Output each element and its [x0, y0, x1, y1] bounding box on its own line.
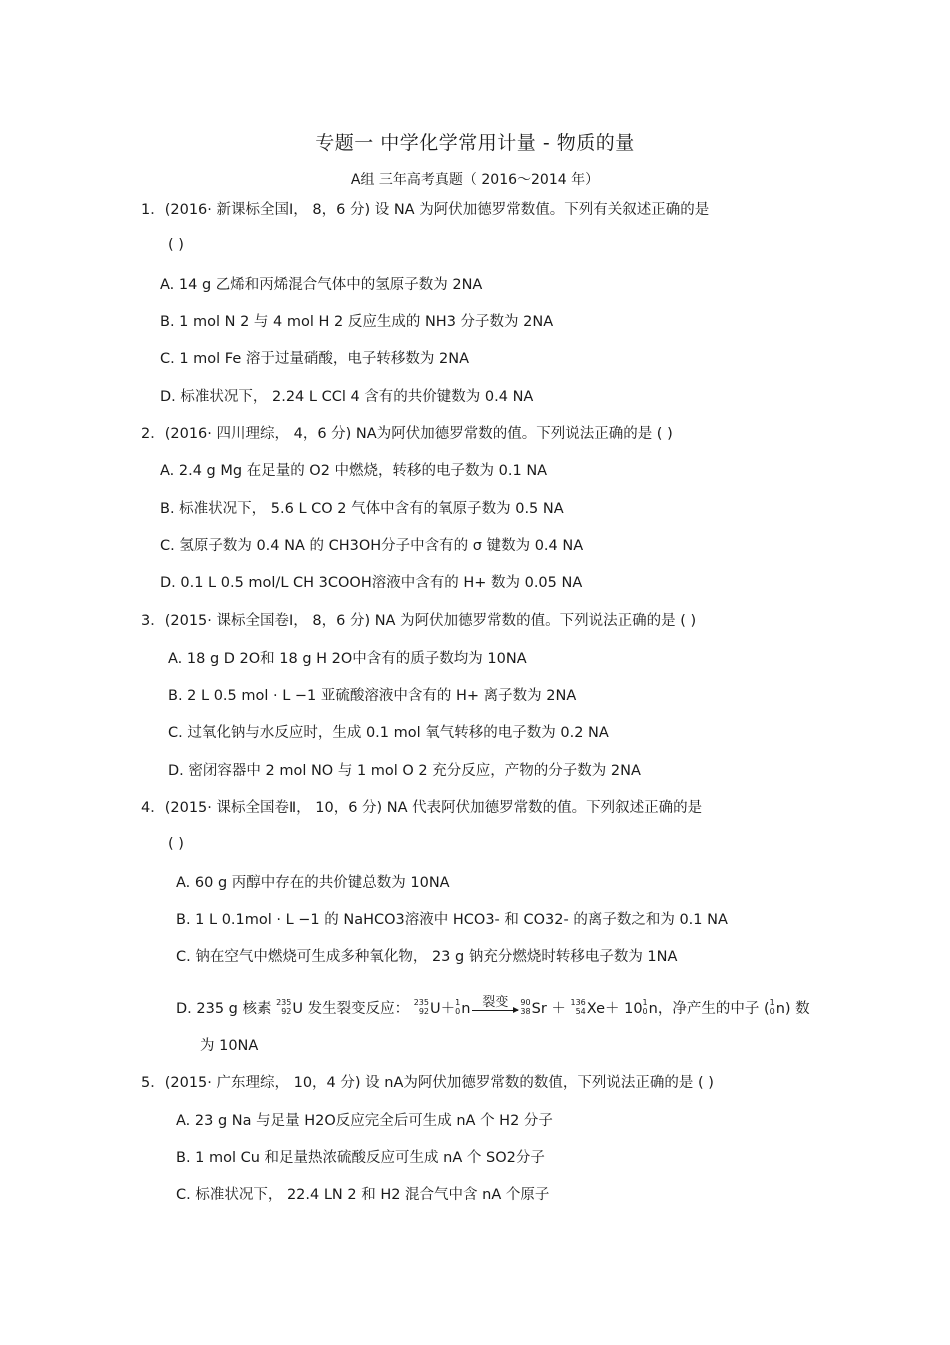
question-1-option-d: D. 标准状况下， 2.24 L CCl 4 含有的共价键数为 0.4 NA — [160, 389, 534, 405]
question-5-stem: 5．(2015· 广东理综， 10，4 分) 设 nA为阿伏加德罗常数的数值，下列说法正确的是 ( ) — [141, 1075, 714, 1091]
question-1-option-a: A. 14 g 乙烯和丙烯混合气体中的氢原子数为 2NA — [160, 277, 483, 293]
neutron-nuclide-in-paren: 1 0 — [769, 998, 775, 1016]
question-1-answer-bracket: ( ) — [168, 237, 184, 253]
question-1-stem: 1．(2016· 新课标全国Ⅰ， 8，6 分) 设 NA 为阿伏加德罗常数值。下列有关叙述正确的是 — [141, 202, 710, 218]
question-4-option-d: D. 235 g 核素 235 92 U 发生裂变反应： 235 92 U＋ 1 0 n 裂变 90 38 Sr ＋ 136 54 Xe＋ 10 1 0 n，净产生的中子 ( 1 0 n) 数 — [176, 994, 810, 1017]
arrow-right-icon — [472, 1010, 518, 1011]
question-3-stem: 3．(2015· 课标全国卷Ⅰ， 8，6 分) NA 为阿伏加德罗常数的值。下列说法正确的是 ( ) — [141, 613, 697, 629]
option-d-tail-end: n) 数 — [775, 1001, 810, 1017]
question-4-answer-bracket: ( ) — [168, 836, 184, 852]
question-4-option-b: B. 1 L 0.1mol · L −1 的 NaHCO3溶液中 HCO3- 和 CO32- 的离子数之和为 0.1 NA — [176, 912, 728, 928]
question-2-option-b: B. 标准状况下， 5.6 L CO 2 气体中含有的氧原子数为 0.5 NA — [160, 501, 564, 517]
option-d-mid: 发生裂变反应： — [303, 1001, 410, 1017]
question-4-stem: 4．(2015· 课标全国卷Ⅱ， 10，6 分) NA 代表阿伏加德罗常数的值。下列叙述正确的是 — [141, 800, 703, 816]
question-3-option-a: A. 18 g D 2O和 18 g H 2O中含有的质子数均为 10NA — [168, 651, 527, 667]
question-4-option-a: A. 60 g 丙醇中存在的共价键总数为 10NA — [176, 875, 450, 891]
page-subtitle: A组 三年高考真题（ 2016～2014 年） — [350, 172, 600, 188]
question-5-option-b: B. 1 mol Cu 和足量热浓硫酸反应可生成 nA 个 SO2分子 — [176, 1150, 545, 1166]
product-neutron-nuclide: 1 0 — [642, 998, 648, 1016]
option-d-lead: D. 235 g 核素 — [176, 1001, 272, 1017]
fission-arrow-label: 裂变 — [482, 994, 509, 1010]
question-2-option-d: D. 0.1 L 0.5 mol/L CH 3COOH溶液中含有的 H+ 数为 0.05 NA — [160, 575, 583, 591]
question-5-option-a: A. 23 g Na 与足量 H2O反应完全后可生成 nA 个 H2 分子 — [176, 1113, 553, 1129]
question-3-option-d: D. 密闭容器中 2 mol NO 与 1 mol O 2 充分反应，产物的分子数为 2NA — [168, 763, 641, 779]
question-1-option-c: C. 1 mol Fe 溶于过量硝酸，电子转移数为 2NA — [160, 351, 469, 367]
question-4-option-d-continuation: 为 10NA — [200, 1038, 259, 1054]
option-d-tail: ，净产生的中子 ( — [657, 1001, 770, 1017]
question-4-option-c: C. 钠在空气中燃烧可生成多种氧化物， 23 g 钠充分燃烧时转移电子数为 1NA — [176, 949, 678, 965]
nuclide-u235-label: 235 92 — [276, 998, 292, 1016]
question-3-option-c: C. 过氧化钠与水反应时，生成 0.1 mol 氧气转移的电子数为 0.2 NA — [168, 725, 609, 741]
product-sr-nuclide: 90 38 — [520, 998, 531, 1016]
reactant-neutron-nuclide: 1 0 — [455, 998, 461, 1016]
reactant-u-nuclide: 235 92 — [413, 998, 429, 1016]
question-2-stem: 2．(2016· 四川理综， 4，6 分) NA为阿伏加德罗常数的值。下列说法正确的是 ( ) — [141, 426, 673, 442]
question-2-option-c: C. 氢原子数为 0.4 NA 的 CH3OH分子中含有的 σ 键数为 0.4 NA — [160, 538, 584, 554]
page-title: 专题一 中学化学常用计量 - 物质的量 — [315, 132, 635, 154]
product-xe-nuclide: 136 54 — [570, 998, 586, 1016]
question-1-option-b: B. 1 mol N 2 与 4 mol H 2 反应生成的 NH3 分子数为 2NA — [160, 314, 554, 330]
uranium-symbol: U — [292, 1001, 303, 1017]
question-3-option-b: B. 2 L 0.5 mol · L −1 亚硫酸溶液中含有的 H+ 离子数为 2NA — [168, 688, 577, 704]
fission-arrow — [472, 996, 518, 1011]
question-5-option-c: C. 标准状况下， 22.4 LN 2 和 H2 混合气中含 nA 个原子 — [176, 1187, 550, 1203]
question-2-option-a: A. 2.4 g Mg 在足量的 O2 中燃烧，转移的电子数为 0.1 NA — [160, 463, 548, 479]
